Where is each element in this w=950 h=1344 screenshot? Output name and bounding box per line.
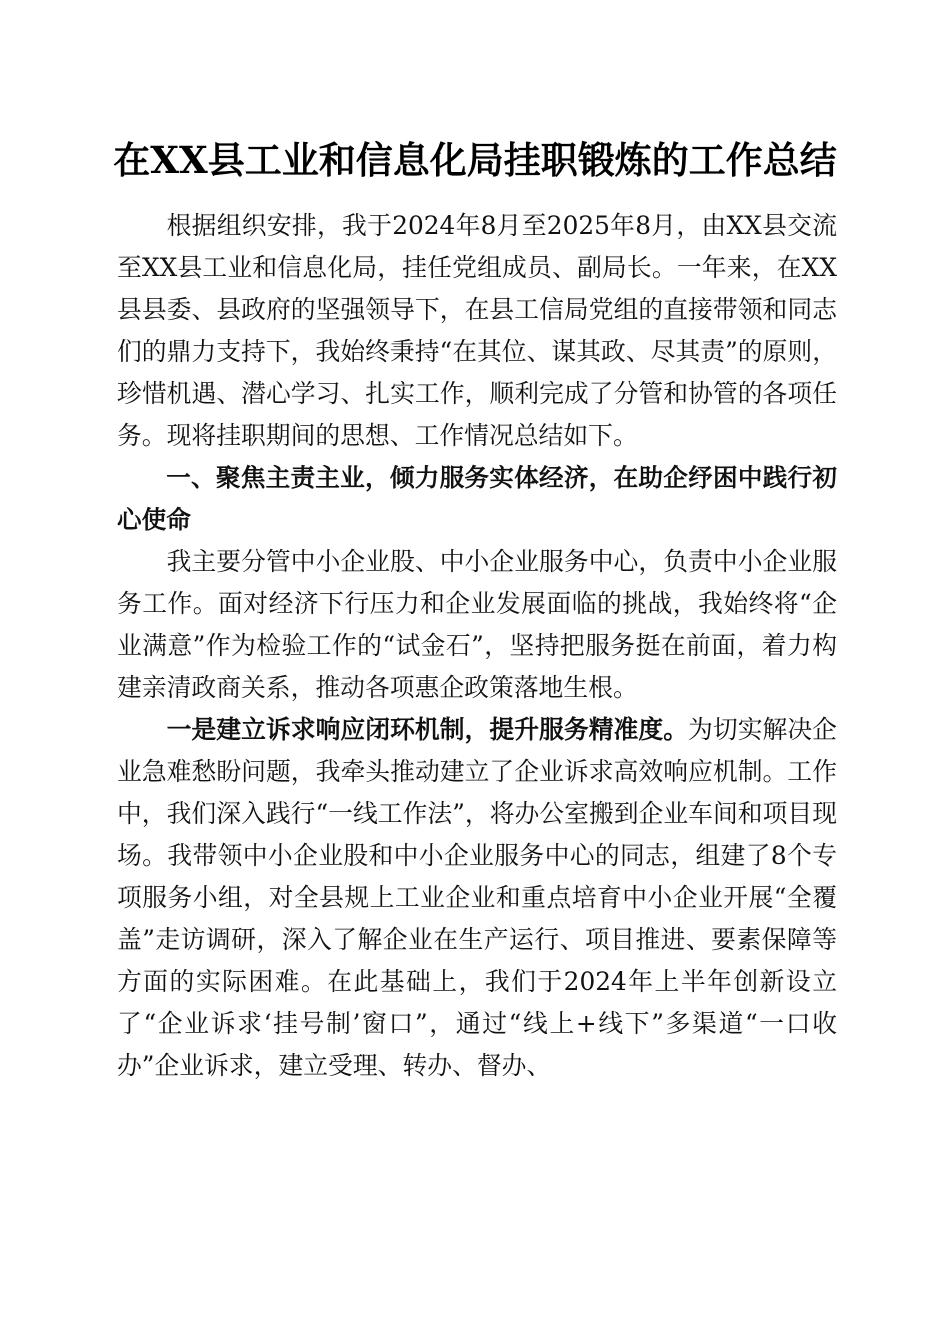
point-1-paragraph [117, 709, 837, 1087]
point-1-text: 为切实解决企业急难愁盼问题，我牵头推动建立了企业诉求高效响应机制。工作中，我们深入践行“一线工作法”，将办公室搬到企业车间和项目现场。我带领中小企业股和中小企业服务中心的同志，组建了8个专项服务小组，对全县规上工业企业和重点培育中小企业开展“全覆盖”走访调研，深入了解企业在生产运行、项目推进、要素保障等方面的实际困难。在此基础上，我们于2024年上半年创新设立了“企业诉求‘挂号制’窗口”，通过“线上+线下”多渠道“一口收办”企业诉求，建立受理、转办、督办、 [117, 715, 837, 1080]
document-body [117, 205, 837, 1087]
section-1-heading: 一、聚焦主责主业，倾力服务实体经济，在助企纾困中践行初心使命 [117, 463, 837, 534]
document-title: 在XX县工业和信息化局挂职锻炼的工作总结 [113, 138, 837, 182]
section-1-paragraph: 我主要分管中小企业股、中小企业服务中心，负责中小企业服务工作。面对经济下行压力和企业发展面临的挑战，我始终将“企业满意”作为检验工作的“试金石”，坚持把服务挺在前面，着力构建亲清政商关系，推动各项惠企政策落地生根。 [117, 547, 837, 702]
intro-paragraph: 根据组织安排，我于2024年8月至2025年8月，由XX县交流至XX县工业和信息化局，挂任党组成员、副局长。一年来，在XX县县委、县政府的坚强领导下，在县工信局党组的直接带领和同志们的鼎力支持下，我始终秉持“在其位、谋其政、尽其责”的原则，珍惜机遇、潜心学习、扎实工作，顺利完成了分管和协管的各项任务。现将挂职期间的思想、工作情况总结如下。 [117, 211, 837, 450]
point-1-lead: 一是建立诉求响应闭环机制，提升服务精准度。 [166, 715, 689, 744]
